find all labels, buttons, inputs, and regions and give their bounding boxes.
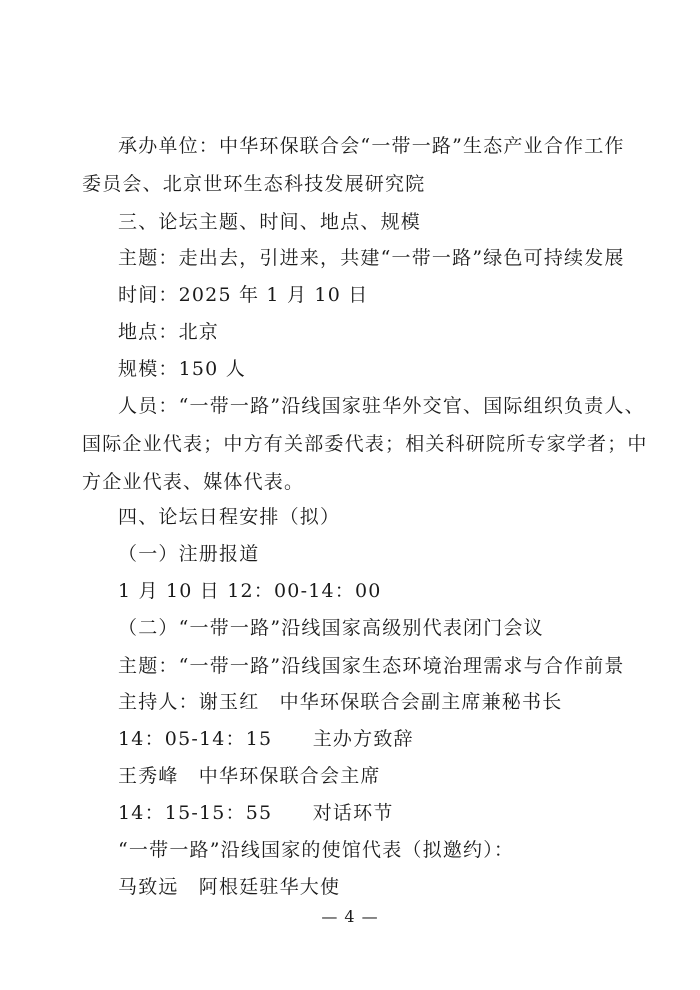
section-three-heading: 三、论坛主题、时间、地点、规模 — [118, 211, 422, 233]
organizer-line-2: 委员会、北京世环生态科技发展研究院 — [82, 173, 426, 195]
participants-line-3: 方企业代表、媒体代表。 — [82, 471, 305, 493]
registration-time: 1 月 10 日 12：00-14：00 — [118, 580, 382, 602]
page-number: — 4 — — [321, 907, 379, 926]
forum-location: 地点：北京 — [118, 321, 220, 343]
section-four-heading: 四、论坛日程安排（拟） — [118, 506, 341, 528]
participants-line-2: 国际企业代表；中方有关部委代表；相关科研院所专家学者；中 — [82, 433, 648, 455]
forum-time: 时间：2025 年 1 月 10 日 — [118, 284, 369, 306]
participants-line-1: 人员：“一带一路”沿线国家驻华外交官、国际组织负责人、 — [118, 395, 645, 417]
opening-speaker: 王秀峰 中华环保联合会主席 — [118, 765, 381, 787]
host-line: 主持人：谢玉红 中华环保联合会副主席兼秘书长 — [118, 691, 563, 713]
forum-theme: 主题：走出去，引进来，共建“一带一路”绿色可持续发展 — [118, 247, 625, 269]
closed-meeting-theme: 主题：“一带一路”沿线国家生态环境治理需求与合作前景 — [118, 655, 625, 677]
closed-meeting-heading: （二）“一带一路”沿线国家高级别代表闭门会议 — [118, 617, 544, 639]
opening-speech-time: 14：05-14：15 主办方致辞 — [118, 728, 414, 750]
registration-heading: （一）注册报道 — [118, 543, 260, 565]
organizer-line-1: 承办单位：中华环保联合会“一带一路”生态产业合作工作 — [118, 135, 625, 157]
dialogue-session-time: 14：15-15：55 对话环节 — [118, 802, 394, 824]
ambassador-line: 马致远 阿根廷驻华大使 — [118, 876, 341, 898]
forum-scale: 规模：150 人 — [118, 358, 246, 380]
embassy-representatives: “一带一路”沿线国家的使馆代表（拟邀约）： — [118, 839, 515, 861]
